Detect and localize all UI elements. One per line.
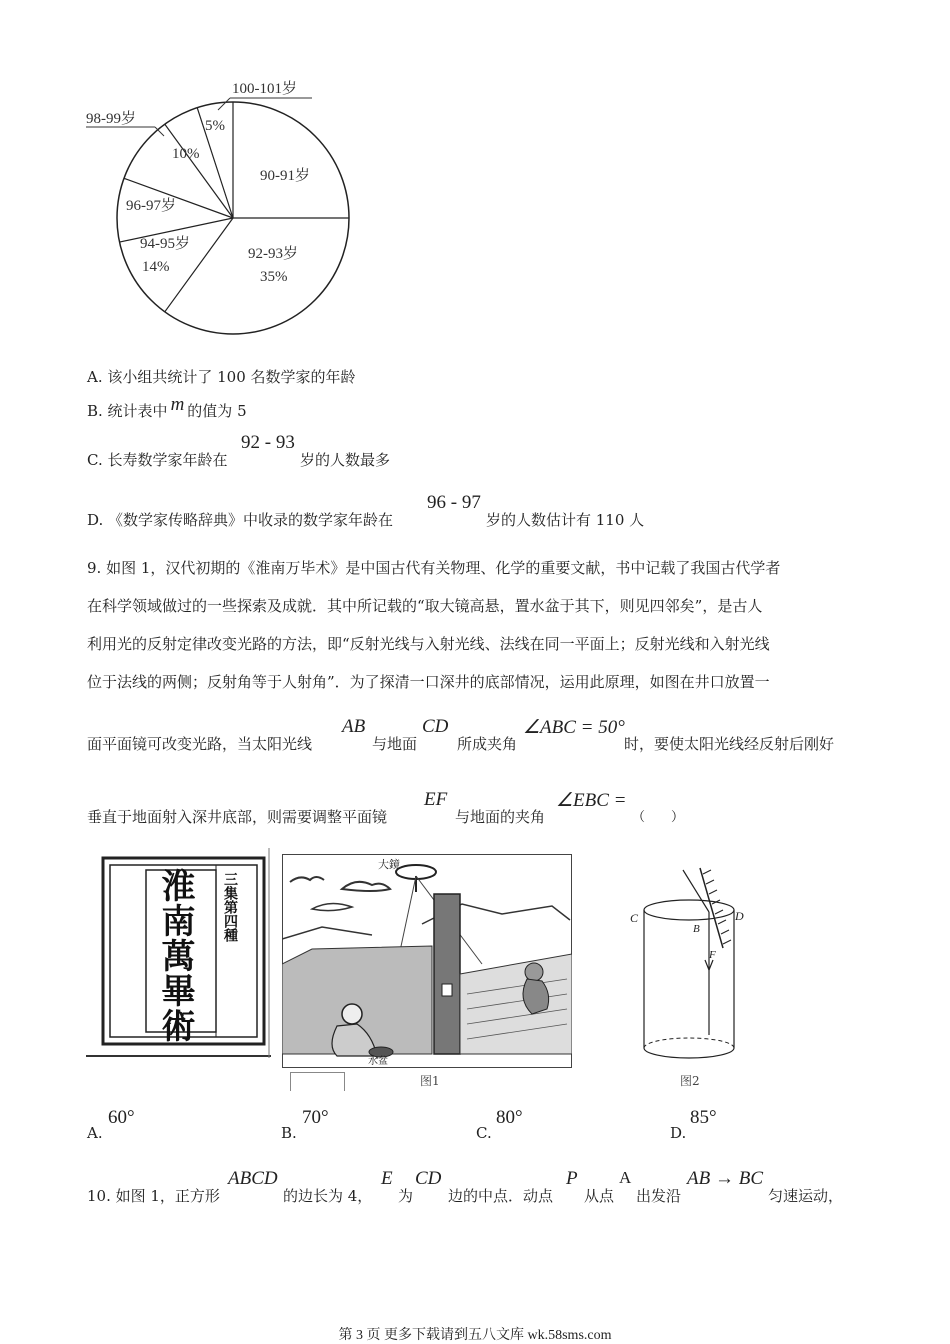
q8-option-c-suffix: 岁的人数最多 — [300, 451, 391, 469]
q10-part-c: 为 — [398, 1187, 414, 1205]
q10-part-b: 的边长为 4， — [283, 1187, 373, 1205]
q10-part-d: 边的中点．动点 — [448, 1187, 554, 1205]
q8-option-b-suffix: 的值为 5 — [187, 402, 247, 420]
figure2-label-c: C — [630, 911, 639, 925]
q10-e: E — [381, 1168, 393, 1189]
q8-option-d-suffix: 岁的人数估计有 110 人 — [486, 511, 645, 529]
slice-pct-100-101: 5% — [205, 118, 225, 134]
slice-pct-98-99: 10% — [172, 146, 200, 162]
q10-cd: CD — [415, 1168, 442, 1189]
q9-angle-abc: ∠ABC = 50° — [523, 717, 625, 738]
q9-option-d-value: 85° — [690, 1107, 717, 1128]
q9-line-6a: 垂直于地面射入深井底部，则需要调整平面镜 — [87, 808, 388, 826]
slice-label-100-101: 100-101岁 — [232, 81, 297, 97]
q10-a: A — [619, 1168, 632, 1187]
q8-option-d-range: 96 - 97 — [427, 492, 481, 513]
q9-ab: AB — [342, 716, 366, 737]
q9-line-5d: 时，要使太阳光线经反射后刚好 — [624, 735, 835, 753]
figure2-label-f: F — [709, 949, 716, 961]
q9-line-5c: 所成夹角 — [457, 735, 518, 753]
slice-label-92-93: 92-93岁 — [248, 246, 298, 262]
q10-path: AB → BC — [687, 1168, 763, 1189]
figure1-caption: 图1 — [420, 1074, 440, 1088]
book-subtitle-vertical: 三集第四種 — [222, 872, 238, 942]
q9-cd: CD — [422, 716, 449, 737]
q8-option-c-range: 92 - 93 — [241, 432, 295, 453]
q9-line-4: 位于法线的两侧；反射角等于人射角”．为了探清一口深井的底部情况，运用此原理，如图在井口放置一 — [87, 673, 770, 691]
q9-option-c-label: C. — [476, 1124, 492, 1142]
q8-option-a: A. 该小组共统计了 100 名数学家的年龄 — [87, 368, 356, 386]
q10-part-f: 出发沿 — [636, 1187, 682, 1205]
figure1-top-label: 大鏡 — [378, 859, 400, 871]
figure2-label-b: B — [693, 923, 700, 935]
slice-label-90-91: 90-91岁 — [260, 168, 310, 184]
age-pie-chart — [80, 70, 370, 345]
pie-slices — [117, 102, 349, 334]
q8-option-d: D. 《数学家传略辞典》中收录的数学家年龄在 — [87, 511, 394, 529]
figure2-well-diagram — [625, 860, 755, 1065]
leader-line-100-101-diag — [218, 98, 230, 110]
slice-label-96-97: 96-97岁 — [126, 198, 176, 214]
slice-label-98-99: 98-99岁 — [86, 111, 136, 127]
q9-line-2: 在科学领域做过的一些探索及成就．其中所记载的“取大镜高悬，置水盆于其下，则见四邻矣”，是古人 — [87, 597, 763, 615]
q9-angle-ebc: ∠EBC = — [556, 790, 627, 811]
boundary-94-95-start — [165, 218, 233, 312]
q8-option-b-prefix: B. 统计表中 — [87, 402, 168, 420]
slice-pct-94-95: 14% — [142, 259, 170, 275]
slice-pct-92-93: 35% — [260, 269, 288, 285]
q9-paren: （ ） — [632, 810, 685, 825]
q10-part-g: 匀速运动， — [768, 1187, 844, 1205]
q8-option-b-m: m — [170, 394, 185, 415]
q9-ef: EF — [424, 789, 448, 810]
page-footer: 第 3 页 更多下载请到五八文库 wk.58sms.com — [338, 1328, 612, 1343]
q9-option-b-label: B. — [281, 1124, 297, 1142]
slice-label-94-95: 94-95岁 — [140, 236, 190, 252]
figure1-bottom-label: 水盆 — [368, 1056, 388, 1067]
q9-line-5b: 与地面 — [372, 735, 418, 753]
q9-line-3: 利用光的反射定律改变光路的方法，即“反射光线与入射光线、法线在同一平面上；反射光线和入射光线 — [87, 635, 770, 653]
book-title-vertical: 淮南萬畢術 — [155, 868, 195, 1043]
q9-line-6b: 与地面的夹角 — [455, 808, 546, 826]
q9-line-5a: 面平面镜可改变光路，当太阳光线 — [87, 735, 313, 753]
figure2-caption: 图2 — [680, 1074, 700, 1088]
q9-option-b-value: 70° — [302, 1107, 329, 1128]
q9-line-1: 9. 如图 1，汉代初期的《淮南万毕术》是中国古代有关物理、化学的重要文献，书中记载了我国古代学者 — [87, 559, 781, 577]
q8-option-c: C. 长寿数学家年龄在 — [87, 451, 228, 469]
q9-option-a-label: A. — [87, 1124, 103, 1142]
figure1-illustration — [282, 854, 572, 1068]
figure1-label-box — [290, 1072, 345, 1091]
q8-option-b — [87, 394, 247, 422]
q9-option-a-value: 60° — [108, 1107, 135, 1128]
q10-part-e: 从点 — [584, 1187, 615, 1205]
q10-p: P — [566, 1168, 578, 1189]
figure2-label-d: D — [735, 909, 744, 923]
q10-abcd: ABCD — [228, 1168, 278, 1189]
q9-option-d-label: D. — [670, 1124, 687, 1142]
q10-part-a: 10. 如图 1，正方形 — [87, 1187, 220, 1205]
q9-option-c-value: 80° — [496, 1107, 523, 1128]
